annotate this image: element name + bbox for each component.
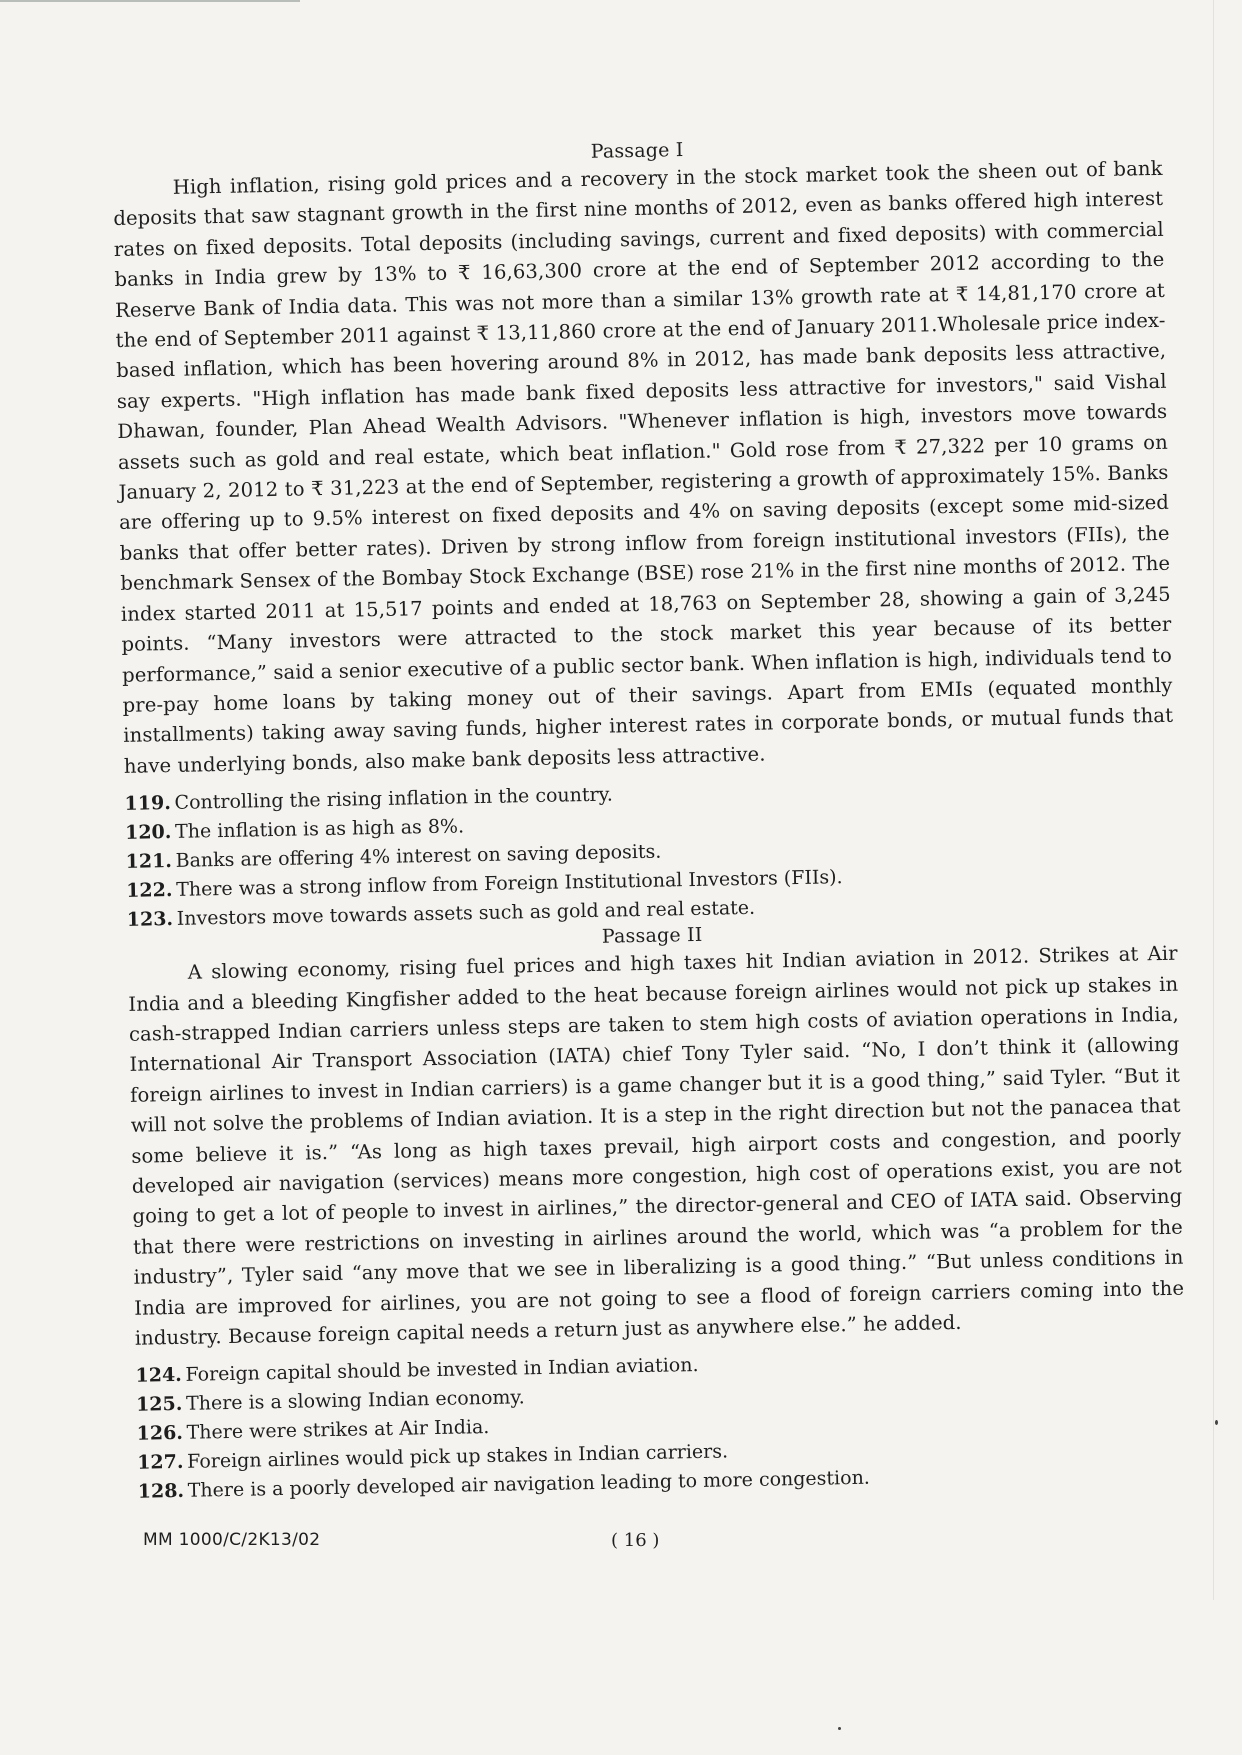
exam-code: MM 1000/C/2K13/02 [143,1530,321,1550]
scan-speck [838,1727,841,1730]
page-footer [143,1530,843,1560]
question-number: 121. [125,850,173,873]
document-page [112,130,1188,1507]
question-text: There was a strong inflow from Foreign Institutional Investors (FIIs). [176,866,843,902]
scan-top-border [0,0,300,2]
question-number: 128. [137,1480,185,1504]
question-text: Foreign airlines would pick up stakes in Indian carriers. [186,1440,729,1474]
question-text: There is a slowing Indian economy. [185,1386,525,1416]
question-number: 120. [124,821,172,844]
question-number: 125. [135,1393,183,1417]
passage-1-text: High inflation, rising gold prices and a recovery in the stock market took the sheen out of bank deposits that saw stagnant growth in the first nine months of 2012, even as banks offered high interest rates on fixed deposits. Total deposits (including savings, current and fixed deposits) with commercial banks in India grew by 13% to ₹ 16,63,300 crore at the end of September 2012 according to the Reserve Bank of India data. This was not more than a similar 13% growth rate at ₹ 14,81,170 crore at the end of September 2011 against ₹ 13,11,860 crore at the end of January 2011.Wholesale price index-based inflation, which has been hovering around 8% in 2012, has made bank deposits less attractive, say experts. "High inflation has made bank fixed deposits less attractive for investors," said Vishal Dhawan, founder, Plan Ahead Wealth Advisors. "Whenever inflation is high, investors move towards assets such as gold and real estate, which beat inflation." Gold rose from ₹ 27,322 per 10 grams on January 2, 2012 to ₹ 31,223 at the end of September, registering a growth of approximately 15%. Banks are offering up to 9.5% interest on fixed deposits and 4% on saving deposits (except some mid-sized banks that offer better rates). Driven by strong inflow from foreign institutional investors (FIIs), the benchmark Sensex of the Bombay Stock Exchange (BSE) rose 21% in the first nine months of 2012. The index started 2011 at 15,517 points and ended at 18,763 on September 28, showing a gain of 3,245 points. “Many investors were attracted to the stock market this year because of its better performance,” said a senior executive of a public sector bank. When inflation is high, individuals tend to pre-pay home loans by taking money out of their savings. Apart from EMIs (equated monthly installments) taking away saving funds, higher interest rates in corporate bonds, or mutual funds that have underlying bonds, also make bank deposits less attractive. [113,156,1174,778]
question-number: 126. [136,1422,184,1446]
question-number: 127. [137,1451,184,1475]
question-number: 124. [135,1364,183,1388]
question-number: 119. [124,792,172,816]
scan-speck [1215,1420,1218,1425]
scan-edge-line [1213,0,1214,1600]
question-text: There is a poorly developed air navigation leading to more congestion. [187,1467,871,1503]
question-text: Foreign capital should be invested in Indian aviation. [185,1354,699,1387]
passage-1 [112,130,1177,935]
question-text: Banks are offering 4% interest on saving deposits. [175,840,662,873]
page-number: ( 16 ) [611,1530,660,1551]
question-text: There were strikes at Air India. [186,1416,490,1445]
passage-2 [127,915,1188,1507]
passage-2-questions [135,1342,1188,1507]
question-text: Controlling the rising inflation in the country. [174,783,614,815]
passage-2-title: Passage II [601,923,703,948]
passage-2-text: A slowing economy, rising fuel prices and high taxes hit Indian aviation in 2012. Strikes at Air India and a bleeding Kingfisher added to the heat because foreign airlines would not pick up stakes in cash-strapped Indian carriers unless steps are taken to stem high costs of aviation operations in India, International Air Transport Association (IATA) chief Tony Tyler said. “No, I don’t think it (allowing foreign airlines to invest in Indian carriers) is a game changer but it is a good thing,” said Tyler. “But it will not solve the problems of Indian aviation. It is a step in the right direction but not the panacea that some believe it is.” “As long as high taxes prevail, high airport costs and congestion, and poorly developed air navigation (services) means more congestion, high cost of operations exist, you are not going to get a lot of people to invest in airlines,” the director-general and CEO of IATA said. Observing that there were restrictions on investing in airlines around the world, which was “a problem for the industry”, Tyler said “any move that we see in liberalizing is a good thing.” “But unless conditions in India are improved for airlines, you are not going to see a flood of foreign carriers coming into the industry. Because foreign capital needs a return just as anywhere else.” he added. [128,941,1185,1350]
passage-1-title: Passage I [590,139,684,163]
passage-1-questions [124,770,1177,935]
question-text: Investors move towards assets such as gold and real estate. [176,896,756,931]
question-number: 122. [126,879,173,902]
question-text: The inflation is as high as 8%. [174,815,465,844]
question-number: 123. [126,908,174,931]
